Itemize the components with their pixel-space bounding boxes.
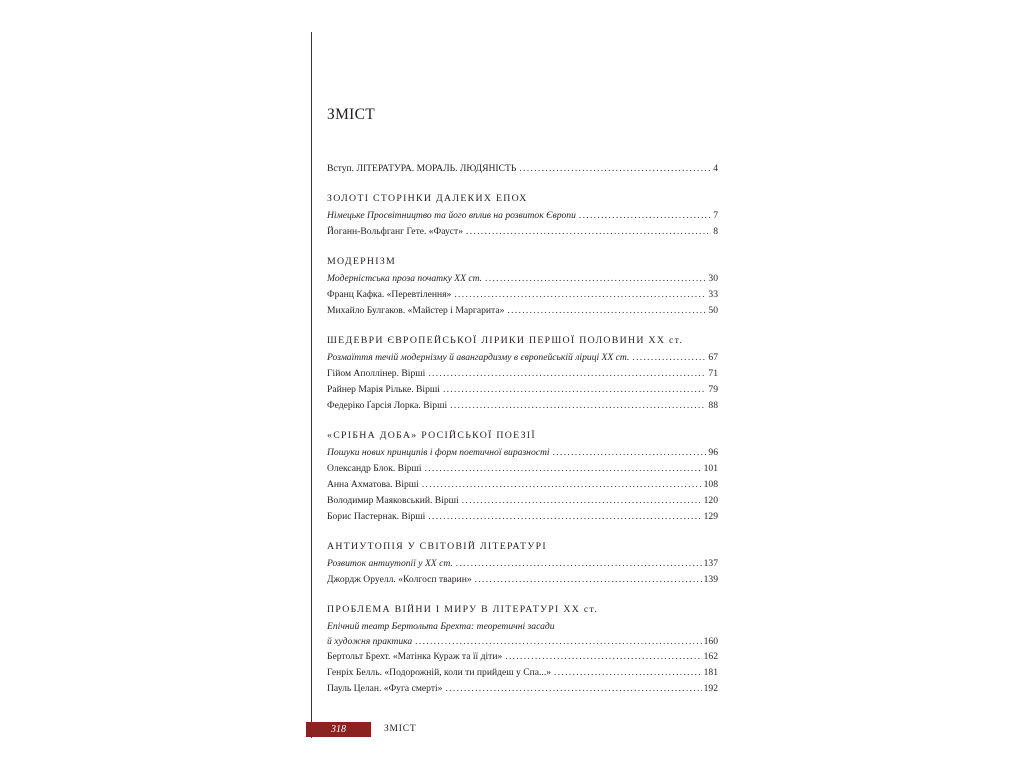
- footer-running-title: ЗМІСТ: [384, 724, 417, 734]
- toc-entry-page: 30: [708, 273, 718, 284]
- toc-entry-title: Федеріко Ґарсія Лорка. Вірші: [327, 400, 448, 411]
- section-heading: ЗОЛОТІ СТОРІНКИ ДАЛЕКИХ ЕПОХ: [327, 193, 528, 204]
- toc-entry-title: Франц Кафка. «Перевтілення»: [327, 289, 452, 300]
- toc-entry-title: Пауль Целан. «Фуга смерті»: [327, 683, 443, 694]
- section-heading: МОДЕРНІЗМ: [327, 256, 397, 267]
- dot-leader: [579, 208, 711, 224]
- toc-entry-title: Генріх Белль. «Подорожній, коли ти прийдеш у Спа...»: [327, 667, 552, 678]
- dot-leader: [450, 398, 706, 414]
- toc-entry-page: 79: [708, 384, 718, 395]
- dot-leader: [466, 224, 711, 240]
- dot-leader: [454, 287, 706, 303]
- toc-section: [327, 253, 718, 319]
- dot-leader: [415, 634, 701, 649]
- toc-entry-page: 101: [703, 463, 718, 474]
- toc-entry[interactable]: [327, 271, 718, 287]
- toc-entry[interactable]: [327, 382, 718, 398]
- toc-entry-page: 71: [708, 368, 718, 379]
- toc-section: [327, 538, 718, 588]
- toc-entry-title: Володимир Маяковський. Вірші: [327, 495, 459, 506]
- toc-entry-title: Михайло Булгаков. «Майстер і Маргарита»: [327, 305, 505, 316]
- dot-leader: [422, 477, 702, 493]
- toc-entry[interactable]: [327, 366, 718, 382]
- dot-leader: [507, 303, 706, 319]
- section-heading: ПРОБЛЕМА ВІЙНИ І МИРУ В ЛІТЕРАТУРІ XX ст.: [327, 604, 599, 615]
- toc-entry-page: 137: [703, 558, 718, 569]
- toc-entry-title: Модерністська проза початку XX ст.: [327, 273, 483, 284]
- toc-entry-page: 181: [703, 667, 718, 678]
- toc-entry[interactable]: [327, 445, 718, 461]
- toc-entry-page: 8: [713, 226, 718, 237]
- toc-entry-page: 96: [708, 447, 718, 458]
- toc-entry-row: [327, 634, 718, 649]
- dot-leader: [554, 665, 702, 681]
- toc-entry-title: Бертольт Брехт. «Матінка Кураж та її діти»: [327, 651, 503, 662]
- intro-text: ЛІТЕРАТУРА. МОРАЛЬ. ЛЮДЯНІСТЬ: [356, 163, 517, 174]
- toc-entry-title: Анна Ахматова. Вірші: [327, 479, 419, 490]
- toc-entry[interactable]: [327, 461, 718, 477]
- toc-section: [327, 190, 718, 240]
- toc-entry-title: Розвиток антиутопії у XX ст.: [327, 558, 453, 569]
- dot-leader: [456, 556, 702, 572]
- toc-entry[interactable]: [327, 224, 718, 240]
- dot-leader: [445, 681, 701, 697]
- toc-entry-page: 4: [713, 163, 718, 174]
- toc-entry[interactable]: [327, 303, 718, 319]
- toc-entry-title: [327, 161, 519, 177]
- toc-entry-intro[interactable]: [327, 161, 718, 177]
- dot-leader: [462, 493, 702, 509]
- toc-entry-page: 139: [703, 574, 718, 585]
- toc-section: [327, 427, 718, 525]
- toc-intro: [327, 161, 718, 177]
- toc-entry-page: 120: [703, 495, 718, 506]
- toc-entry[interactable]: [327, 681, 718, 697]
- toc-entry[interactable]: [327, 509, 718, 525]
- toc-entry-page: 129: [703, 511, 718, 522]
- toc-entry-page: 50: [708, 305, 718, 316]
- section-heading: ШЕДЕВРИ ЄВРОПЕЙСЬКОЇ ЛІРИКИ ПЕРШОЇ ПОЛОВИНИ XX ст.: [327, 335, 684, 346]
- toc-entry-title: Німецьке Просвітництво та його вплив на розвиток Європи: [327, 210, 576, 221]
- dot-leader: [632, 350, 706, 366]
- toc-entry-title: Райнер Марія Рільке. Вірші: [327, 384, 440, 395]
- dot-leader: [553, 445, 707, 461]
- footer-page-number: 318: [331, 724, 346, 735]
- toc-entry-multiline[interactable]: [327, 619, 718, 649]
- table-of-contents: [327, 161, 718, 697]
- toc-entry[interactable]: [327, 572, 718, 588]
- toc-entry[interactable]: [327, 350, 718, 366]
- intro-prefix: Вступ.: [327, 163, 355, 174]
- toc-entry-title: Йоганн-Вольфганг Гете. «Фауст»: [327, 226, 464, 237]
- toc-entry[interactable]: [327, 556, 718, 572]
- gutter-line: [311, 32, 312, 738]
- toc-entry-title: Пошуки нових принципів і форм поетичної виразності: [327, 447, 550, 458]
- dot-leader: [443, 382, 706, 398]
- toc-entry-page: 33: [708, 289, 718, 300]
- toc-entry-page: 88: [708, 400, 718, 411]
- dot-leader: [505, 649, 701, 665]
- toc-section: [327, 601, 718, 697]
- toc-entry-title: Олександр Блок. Вірші: [327, 463, 422, 474]
- toc-entry[interactable]: [327, 477, 718, 493]
- dot-leader: [475, 572, 702, 588]
- toc-entry[interactable]: [327, 649, 718, 665]
- toc-entry-page: 108: [703, 479, 718, 490]
- section-heading: «СРІБНА ДОБА» РОСІЙСЬКОЇ ПОЕЗІЇ: [327, 430, 536, 441]
- page-title: ЗМІСТ: [327, 106, 376, 123]
- toc-entry-page: 160: [703, 636, 718, 647]
- toc-entry-title-line1: Епічний театр Бертольта Брехта: теоретичні засади: [327, 621, 555, 632]
- toc-entry[interactable]: [327, 208, 718, 224]
- dot-leader: [428, 509, 701, 525]
- toc-entry-title-line2: й художня практика: [327, 636, 413, 647]
- toc-entry-page: 192: [703, 683, 718, 694]
- dot-leader: [428, 366, 706, 382]
- toc-entry-title: Джордж Оруелл. «Колгосп тварин»: [327, 574, 472, 585]
- toc-entry-title: Гійом Аполлінер. Вірші: [327, 368, 426, 379]
- toc-entry[interactable]: [327, 398, 718, 414]
- dot-leader: [425, 461, 702, 477]
- toc-entry[interactable]: [327, 287, 718, 303]
- dot-leader: [485, 271, 706, 287]
- toc-entry[interactable]: [327, 665, 718, 681]
- toc-entry-page: 162: [703, 651, 718, 662]
- dot-leader: [519, 161, 711, 177]
- toc-entry[interactable]: [327, 493, 718, 509]
- toc-section: [327, 332, 718, 414]
- toc-entry-page: 67: [708, 352, 718, 363]
- toc-entry-title: Борис Пастернак. Вірші: [327, 511, 426, 522]
- toc-entry-title: Розмаїття течій модернізму й авангардизму в європейській ліриці XX ст.: [327, 352, 630, 363]
- section-heading: АНТИУТОПІЯ У СВІТОВІЙ ЛІТЕРАТУРІ: [327, 541, 547, 552]
- toc-entry-page: 7: [713, 210, 718, 221]
